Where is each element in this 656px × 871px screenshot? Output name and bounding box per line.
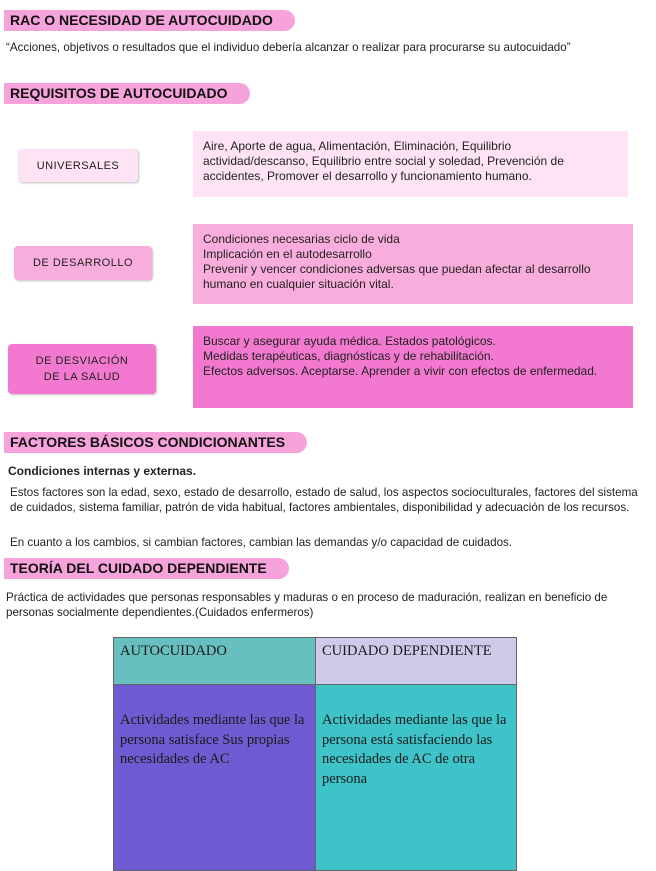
table-header-row (114, 638, 517, 685)
desviacion-label-line: DE LA SALUD (43, 371, 121, 383)
table-header-autocuidado: AUTOCUIDADO (114, 638, 316, 685)
factores-heading: FACTORES BÁSICOS CONDICIONANTES (4, 432, 307, 453)
desviacion-line: Medidas terapéuticas, diagnósticas y de rehabilitación. (203, 349, 494, 363)
teoria-heading: TEORÍA DEL CUIDADO DEPENDIENTE (4, 558, 289, 579)
table-cell-cuidado-dependiente: Actividades mediante las que la persona está satisfaciendo las necesidades de AC de otra persona (316, 685, 517, 871)
desviacion-label (8, 344, 156, 394)
desviacion-line: Buscar y asegurar ayuda médica. Estados patológicos. (203, 334, 496, 348)
table-cell-autocuidado: Actividades mediante las que la persona satisface Sus propias necesidades de AC (114, 685, 316, 871)
table-row (114, 685, 517, 871)
teoria-definition: Práctica de actividades que personas responsables y maduras o en proceso de maduración, realizan en beneficio de personas socialmente dependientes.(Cuidados enfermeros) (6, 591, 608, 619)
desarrollo-box (193, 224, 633, 304)
rac-definition: “Acciones, objetivos o resultados que el individuo debería alcanzar o realizar para procurarse su autocuidado” (6, 41, 571, 54)
desarrollo-label: DE DESARROLLO (14, 246, 152, 280)
requisitos-heading: REQUISITOS DE AUTOCUIDADO (4, 83, 250, 104)
universales-box: Aire, Aporte de agua, Alimentación, Eliminación, Equilibrio actividad/descanso, Equilibrio entre social y soledad, Prevención de accidentes, Promover el desarrollo y funcionamiento humano. (193, 131, 628, 197)
universales-label: UNIVERSALES (18, 149, 138, 182)
desarrollo-line: Prevenir y vencer condiciones adversas que puedan afectar al desarrollo humano en cualquier situación vital. (203, 262, 591, 291)
desarrollo-line: Implicación en el autodesarrollo (203, 247, 372, 261)
factores-subheading: Condiciones internas y externas. (8, 464, 197, 478)
rac-heading: RAC O NECESIDAD DE AUTOCUIDADO (4, 10, 295, 31)
comparison-table (113, 637, 517, 871)
factores-cambios: En cuanto a los cambios, si cambian factores, cambian las demandas y/o capacidad de cuidados. (10, 536, 513, 549)
desarrollo-line: Condiciones necesarias ciclo de vida (203, 232, 400, 246)
desviacion-line: Efectos adversos. Aceptarse. Aprender a vivir con efectos de enfermedad. (203, 364, 598, 378)
factores-text: Estos factores son la edad, sexo, estado de desarrollo, estado de salud, los aspectos socioculturales, factores del sistema de cuidados, sistema familiar, patrón de vida habitual, factores ambientales, disponibilidad y adecuación de los recursos. (10, 486, 638, 514)
table-header-cuidado-dependiente: CUIDADO DEPENDIENTE (316, 638, 517, 685)
desviacion-box (193, 326, 633, 408)
desviacion-label-line: DE DESVIACIÓN (35, 355, 129, 367)
